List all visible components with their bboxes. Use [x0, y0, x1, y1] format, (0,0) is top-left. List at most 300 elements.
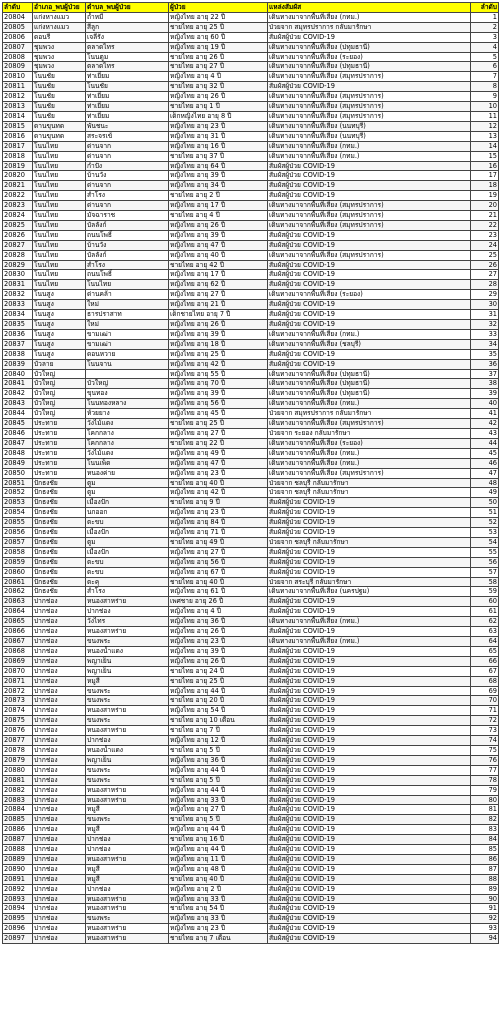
source-cell: สัมผัสผู้ป่วย COVID-19 — [268, 914, 471, 924]
case-id-cell: 20889 — [3, 854, 33, 864]
table-row — [3, 389, 499, 399]
subdistrict-cell: เจลีรัง — [86, 32, 169, 42]
subdistrict-cell: พญาเย็น — [86, 666, 169, 676]
source-cell: สัมผัสผู้ป่วย COVID-19 — [268, 191, 471, 201]
rank-cell: 28 — [471, 280, 499, 290]
rank-cell: 93 — [471, 924, 499, 934]
rank-cell: 24 — [471, 240, 499, 250]
rank-cell: 3 — [471, 32, 499, 42]
table-row — [3, 537, 499, 547]
case-id-cell: 20861 — [3, 577, 33, 587]
patient-cell: หญิงไทย อายุ 70 ปี — [169, 379, 268, 389]
source-cell: สัมผัสผู้ป่วย COVID-19 — [268, 884, 471, 894]
district-cell: ปักธงชัย — [33, 567, 86, 577]
source-cell: สัมผัสผู้ป่วย COVID-19 — [268, 300, 471, 310]
district-cell: ปักธงชัย — [33, 478, 86, 488]
table-row — [3, 656, 499, 666]
rank-cell: 63 — [471, 627, 499, 637]
subdistrict-cell: ขนงพระ — [86, 686, 169, 696]
district-cell: ปากช่อง — [33, 874, 86, 884]
subdistrict-cell: ถนนโพธิ์ — [86, 270, 169, 280]
header-patient: ผู้ป่วย — [169, 3, 268, 13]
table-row — [3, 82, 499, 92]
source-cell: เดินทางมาจากพื้นที่เสี่ยง (กทม.) — [268, 617, 471, 627]
case-id-cell: 20881 — [3, 775, 33, 785]
rank-cell: 62 — [471, 617, 499, 627]
patient-cell: หญิงไทย อายุ 23 ปี — [169, 637, 268, 647]
table-row — [3, 399, 499, 409]
source-cell: สัมผัสผู้ป่วย COVID-19 — [268, 696, 471, 706]
subdistrict-cell: หนองสาหร่าย — [86, 904, 169, 914]
subdistrict-cell: หนองสาหร่าย — [86, 795, 169, 805]
rank-cell: 46 — [471, 458, 499, 468]
source-cell: สัมผัสผู้ป่วย COVID-19 — [268, 854, 471, 864]
subdistrict-cell: โนนชัย — [86, 82, 169, 92]
rank-cell: 18 — [471, 181, 499, 191]
rank-cell: 45 — [471, 448, 499, 458]
case-id-cell: 20819 — [3, 161, 33, 171]
patient-cell: หญิงไทย อายุ 22 ปี — [169, 12, 268, 22]
district-cell: ปักธงชัย — [33, 547, 86, 557]
case-id-cell: 20858 — [3, 547, 33, 557]
table-row — [3, 587, 499, 597]
table-row — [3, 92, 499, 102]
case-id-cell: 20870 — [3, 666, 33, 676]
patient-cell: หญิงไทย อายุ 49 ปี — [169, 448, 268, 458]
patient-cell: ชายไทย อายุ 22 ปี — [169, 438, 268, 448]
patient-cell: หญิงไทย อายุ 31 ปี — [169, 131, 268, 141]
patient-cell: ชายไทย อายุ 37 ปี — [169, 151, 268, 161]
district-cell: โนนไทย — [33, 240, 86, 250]
table-row — [3, 409, 499, 419]
source-cell: เดินทางมาจากพื้นที่เสี่ยง (กทม.) — [268, 151, 471, 161]
district-cell: ดอนรี — [33, 32, 86, 42]
source-cell: เดินทางมาจากพื้นที่เสี่ยง (ชลบุรี) — [268, 339, 471, 349]
rank-cell: 94 — [471, 934, 499, 944]
rank-cell: 23 — [471, 230, 499, 240]
case-id-cell: 20871 — [3, 676, 33, 686]
district-cell: โนนชัย — [33, 111, 86, 121]
patient-cell: หญิงไทย อายุ 17 ปี — [169, 201, 268, 211]
rank-cell: 85 — [471, 845, 499, 855]
case-id-cell: 20831 — [3, 280, 33, 290]
case-id-cell: 20888 — [3, 845, 33, 855]
table-row — [3, 280, 499, 290]
table-row — [3, 765, 499, 775]
rank-cell: 4 — [471, 42, 499, 52]
table-row — [3, 438, 499, 448]
subdistrict-cell: ปากช่อง — [86, 736, 169, 746]
subdistrict-cell: ตะขบ — [86, 518, 169, 528]
case-id-cell: 20882 — [3, 785, 33, 795]
patient-cell: หญิงไทย อายุ 25 ปี — [169, 349, 268, 359]
patient-cell: ชายไทย อายุ 5 ปี — [169, 745, 268, 755]
table-row — [3, 924, 499, 934]
rank-cell: 12 — [471, 121, 499, 131]
source-cell: เดินทางมาจากพื้นที่เสี่ยง (กทม.) — [268, 637, 471, 647]
patient-cell: ชายไทย อายุ 9 ปี — [169, 498, 268, 508]
patient-cell: หญิงไทย อายุ 27 ปี — [169, 805, 268, 815]
district-cell: โนนสูง — [33, 300, 86, 310]
patient-cell: หญิงไทย อายุ 34 ปี — [169, 181, 268, 191]
source-cell: เดินทางมาจากพื้นที่เสี่ยง (สมุทรปราการ) — [268, 220, 471, 230]
source-cell: สัมผัสผู้ป่วย COVID-19 — [268, 765, 471, 775]
subdistrict-cell: ด่านจาก — [86, 151, 169, 161]
rank-cell: 80 — [471, 795, 499, 805]
district-cell: โนนไทย — [33, 161, 86, 171]
table-body — [3, 12, 499, 943]
case-id-cell: 20878 — [3, 745, 33, 755]
district-cell: ปากช่อง — [33, 686, 86, 696]
rank-cell: 21 — [471, 211, 499, 221]
patient-cell: หญิงไทย อายุ 17 ปี — [169, 270, 268, 280]
table-row — [3, 488, 499, 498]
patient-cell: หญิงไทย อายุ 26 ปี — [169, 656, 268, 666]
table-row — [3, 874, 499, 884]
case-id-cell: 20837 — [3, 339, 33, 349]
table-row — [3, 607, 499, 617]
subdistrict-cell: ตูม — [86, 488, 169, 498]
table-row — [3, 686, 499, 696]
patient-cell: หญิงไทย อายุ 11 ปี — [169, 854, 268, 864]
subdistrict-cell: โนนจาน — [86, 359, 169, 369]
rank-cell: 61 — [471, 607, 499, 617]
table-row — [3, 597, 499, 607]
subdistrict-cell: ปากช่อง — [86, 607, 169, 617]
patient-cell: หญิงไทย อายุ 4 ปี — [169, 72, 268, 82]
district-cell: ปากช่อง — [33, 854, 86, 864]
case-id-cell: 20807 — [3, 42, 33, 52]
district-cell: โนนไทย — [33, 270, 86, 280]
source-cell: เดินทางมาจากพื้นที่เสี่ยง (กทม.) — [268, 399, 471, 409]
patient-cell: หญิงไทย อายุ 36 ปี — [169, 617, 268, 627]
district-cell: ปากช่อง — [33, 726, 86, 736]
table-row — [3, 428, 499, 438]
subdistrict-cell: ท่าเยี่ยม — [86, 72, 169, 82]
patient-cell: ชายไทย อายุ 20 ปี — [169, 696, 268, 706]
patient-cell: หญิงไทย อายุ 45 ปี — [169, 409, 268, 419]
subdistrict-cell: สีลูก — [86, 22, 169, 32]
source-cell: สัมผัสผู้ป่วย COVID-19 — [268, 181, 471, 191]
district-cell: โนนสูง — [33, 329, 86, 339]
district-cell: ประทาย — [33, 428, 86, 438]
case-id-cell: 20850 — [3, 468, 33, 478]
table-row — [3, 845, 499, 855]
case-id-cell: 20839 — [3, 359, 33, 369]
district-cell: ประทาย — [33, 458, 86, 468]
source-cell: เดินทางมาจากพื้นที่เสี่ยง (ระยอง) — [268, 290, 471, 300]
district-cell: โนนไทย — [33, 171, 86, 181]
case-id-cell: 20856 — [3, 528, 33, 538]
case-id-cell: 20812 — [3, 92, 33, 102]
source-cell: เดินทางมาจากพื้นที่เสี่ยง (กทม.) — [268, 448, 471, 458]
patient-cell: ชายไทย อายุ 32 ปี — [169, 82, 268, 92]
district-cell: บัวใหญ่ — [33, 399, 86, 409]
source-cell: สัมผัสผู้ป่วย COVID-19 — [268, 716, 471, 726]
rank-cell: 58 — [471, 577, 499, 587]
district-cell: โนนสูง — [33, 320, 86, 330]
subdistrict-cell: พันชนะ — [86, 121, 169, 131]
patient-cell: ชายไทย อายุ 24 ปี — [169, 666, 268, 676]
table-row — [3, 528, 499, 538]
district-cell: ปักธงชัย — [33, 498, 86, 508]
source-cell: สัมผัสผู้ป่วย COVID-19 — [268, 894, 471, 904]
source-cell: สัมผัสผู้ป่วย COVID-19 — [268, 736, 471, 746]
source-cell: สัมผัสผู้ป่วย COVID-19 — [268, 171, 471, 181]
source-cell: เดินทางมาจากพื้นที่เสี่ยง (สมุทรปราการ) — [268, 211, 471, 221]
patient-cell: หญิงไทย อายุ 27 ปี — [169, 547, 268, 557]
patient-cell: ชายไทย อายุ 49 ปี — [169, 537, 268, 547]
source-cell: สัมผัสผู้ป่วย COVID-19 — [268, 785, 471, 795]
district-cell: ชุมพวง — [33, 42, 86, 52]
district-cell: ปักธงชัย — [33, 518, 86, 528]
table-row — [3, 706, 499, 716]
subdistrict-cell: ท่าเยี่ยม — [86, 92, 169, 102]
case-id-cell: 20816 — [3, 131, 33, 141]
district-cell: แก่งหางแมว — [33, 12, 86, 22]
subdistrict-cell: หนองสาหร่าย — [86, 894, 169, 904]
source-cell: สัมผัสผู้ป่วย COVID-19 — [268, 310, 471, 320]
table-row — [3, 72, 499, 82]
rank-cell: 48 — [471, 478, 499, 488]
subdistrict-cell: บัลลังก์ — [86, 220, 169, 230]
subdistrict-cell: ท่าเยี่ยม — [86, 111, 169, 121]
rank-cell: 88 — [471, 874, 499, 884]
table-row — [3, 646, 499, 656]
patient-cell: เพศชาย อายุ 26 ปี — [169, 597, 268, 607]
table-row — [3, 171, 499, 181]
subdistrict-cell: ตูม — [86, 478, 169, 488]
district-cell: บัวใหญ่ — [33, 409, 86, 419]
case-id-cell: 20846 — [3, 428, 33, 438]
source-cell: ป่วยจาก ชลบุรี กลับมารักษา — [268, 537, 471, 547]
district-cell: ปักธงชัย — [33, 508, 86, 518]
rank-cell: 14 — [471, 141, 499, 151]
patient-cell: หญิงไทย อายุ 54 ปี — [169, 706, 268, 716]
district-cell: บัวใหญ่ — [33, 389, 86, 399]
patient-cell: ชายไทย อายุ 2 ปี — [169, 191, 268, 201]
patient-cell: ชายไทย อายุ 54 ปี — [169, 904, 268, 914]
case-id-cell: 20833 — [3, 300, 33, 310]
subdistrict-cell: ถ้ำหมี — [86, 12, 169, 22]
rank-cell: 59 — [471, 587, 499, 597]
district-cell: ปักธงชัย — [33, 577, 86, 587]
source-cell: สัมผัสผู้ป่วย COVID-19 — [268, 528, 471, 538]
source-cell: เดินทางมาจากพื้นที่เสี่ยง (ปทุมธานี) — [268, 369, 471, 379]
subdistrict-cell: หนองสาหร่าย — [86, 627, 169, 637]
district-cell: ปากช่อง — [33, 795, 86, 805]
patient-cell: หญิงไทย อายุ 47 ปี — [169, 240, 268, 250]
patient-cell: หญิงไทย อายุ 44 ปี — [169, 825, 268, 835]
case-id-cell: 20895 — [3, 914, 33, 924]
district-cell: โนนสูง — [33, 290, 86, 300]
rank-cell: 53 — [471, 528, 499, 538]
patient-cell: หญิงไทย อายุ 44 ปี — [169, 785, 268, 795]
district-cell: ปากช่อง — [33, 617, 86, 627]
case-id-cell: 20811 — [3, 82, 33, 92]
table-row — [3, 696, 499, 706]
source-cell: สัมผัสผู้ป่วย COVID-19 — [268, 805, 471, 815]
subdistrict-cell: โนนทองหลาง — [86, 399, 169, 409]
rank-cell: 35 — [471, 349, 499, 359]
case-id-cell: 20828 — [3, 250, 33, 260]
district-cell: บัวลาย — [33, 359, 86, 369]
case-id-cell: 20851 — [3, 478, 33, 488]
case-id-cell: 20817 — [3, 141, 33, 151]
table-row — [3, 131, 499, 141]
patient-cell: ชายไทย อายุ 40 ปี — [169, 577, 268, 587]
header-row — [3, 3, 499, 13]
subdistrict-cell: หนองน้ำแดง — [86, 646, 169, 656]
patient-cell: ชายไทย อายุ 27 ปี — [169, 62, 268, 72]
patient-cell: หญิงไทย อายุ 44 ปี — [169, 845, 268, 855]
district-cell: ปากช่อง — [33, 924, 86, 934]
rank-cell: 27 — [471, 270, 499, 280]
table-row — [3, 310, 499, 320]
case-id-cell: 20848 — [3, 448, 33, 458]
subdistrict-cell: หนองน้ำแดง — [86, 745, 169, 755]
case-id-cell: 20814 — [3, 111, 33, 121]
case-id-cell: 20830 — [3, 270, 33, 280]
district-cell: ปากช่อง — [33, 825, 86, 835]
district-cell: ปากช่อง — [33, 656, 86, 666]
rank-cell: 16 — [471, 161, 499, 171]
rank-cell: 26 — [471, 260, 499, 270]
rank-cell: 44 — [471, 438, 499, 448]
source-cell: สัมผัสผู้ป่วย COVID-19 — [268, 349, 471, 359]
patient-cell: ชายไทย อายุ 4 ปี — [169, 211, 268, 221]
patient-cell: หญิงไทย อายุ 33 ปี — [169, 894, 268, 904]
case-id-cell: 20867 — [3, 637, 33, 647]
source-cell: ป่วยจาก ชลบุรี กลับมารักษา — [268, 488, 471, 498]
subdistrict-cell: วังไม้แดง — [86, 448, 169, 458]
patient-cell: หญิงไทย อายุ 23 ปี — [169, 121, 268, 131]
district-cell: โนนสูง — [33, 349, 86, 359]
district-cell: โนนไทย — [33, 280, 86, 290]
source-cell: ป่วยจาก สระบุรี กลับมารักษา — [268, 577, 471, 587]
case-id-cell: 20820 — [3, 171, 33, 181]
source-cell: ป่วยจาก สมุทรปราการ กลับมารักษา — [268, 22, 471, 32]
district-cell: โนนไทย — [33, 181, 86, 191]
rank-cell: 19 — [471, 191, 499, 201]
source-cell: เดินทางมาจากพื้นที่เสี่ยง (สมุทรปราการ) — [268, 72, 471, 82]
district-cell: บัวใหญ่ — [33, 379, 86, 389]
subdistrict-cell: นกออก — [86, 508, 169, 518]
table-row — [3, 805, 499, 815]
district-cell: ดานขุนทด — [33, 131, 86, 141]
district-cell: โนนชัย — [33, 82, 86, 92]
district-cell: ปากช่อง — [33, 706, 86, 716]
rank-cell: 41 — [471, 409, 499, 419]
district-cell: ปากช่อง — [33, 884, 86, 894]
case-id-cell: 20890 — [3, 864, 33, 874]
district-cell: ปากช่อง — [33, 934, 86, 944]
source-cell: เดินทางมาจากพื้นที่เสี่ยง (สมุทรปราการ) — [268, 92, 471, 102]
subdistrict-cell: เมืองปัก — [86, 498, 169, 508]
subdistrict-cell: ด่านจาก — [86, 201, 169, 211]
source-cell: สัมผัสผู้ป่วย COVID-19 — [268, 518, 471, 528]
table-row — [3, 359, 499, 369]
rank-cell: 29 — [471, 290, 499, 300]
rank-cell: 2 — [471, 22, 499, 32]
patient-cell: ชายไทย อายุ 5 ปี — [169, 775, 268, 785]
table-row — [3, 191, 499, 201]
subdistrict-cell: กำปัง — [86, 161, 169, 171]
case-id-cell: 20853 — [3, 498, 33, 508]
case-id-cell: 20865 — [3, 617, 33, 627]
rank-cell: 9 — [471, 92, 499, 102]
table-row — [3, 102, 499, 112]
rank-cell: 65 — [471, 646, 499, 656]
district-cell: ปากช่อง — [33, 835, 86, 845]
case-id-cell: 20804 — [3, 12, 33, 22]
district-cell: ปากช่อง — [33, 904, 86, 914]
patient-cell: หญิงไทย อายุ 60 ปี — [169, 32, 268, 42]
rank-cell: 10 — [471, 102, 499, 112]
case-id-cell: 20857 — [3, 537, 33, 547]
district-cell: ปากช่อง — [33, 745, 86, 755]
table-row — [3, 795, 499, 805]
source-cell: สัมผัสผู้ป่วย COVID-19 — [268, 260, 471, 270]
district-cell: ปากช่อง — [33, 805, 86, 815]
district-cell: โนนไทย — [33, 211, 86, 221]
case-id-cell: 20868 — [3, 646, 33, 656]
patient-cell: หญิงไทย อายุ 71 ปี — [169, 528, 268, 538]
district-cell: ปากช่อง — [33, 775, 86, 785]
rank-cell: 84 — [471, 835, 499, 845]
source-cell: เดินทางมาจากพื้นที่เสี่ยง (กทม.) — [268, 458, 471, 468]
table-row — [3, 201, 499, 211]
table-row — [3, 379, 499, 389]
case-id-cell: 20886 — [3, 825, 33, 835]
subdistrict-cell: ขามเฒ่า — [86, 329, 169, 339]
rank-cell: 57 — [471, 567, 499, 577]
patient-cell: หญิงไทย อายุ 39 ปี — [169, 389, 268, 399]
patient-cell: เด็กชายไทย อายุ 7 ปี — [169, 310, 268, 320]
table-row — [3, 577, 499, 587]
table-row — [3, 508, 499, 518]
rank-cell: 83 — [471, 825, 499, 835]
source-cell: สัมผัสผู้ป่วย COVID-19 — [268, 82, 471, 92]
table-row — [3, 547, 499, 557]
source-cell: สัมผัสผู้ป่วย COVID-19 — [268, 775, 471, 785]
patient-cell: หญิงไทย อายุ 62 ปี — [169, 280, 268, 290]
district-cell: ปักธงชัย — [33, 488, 86, 498]
patient-cell: หญิงไทย อายุ 19 ปี — [169, 42, 268, 52]
rank-cell: 43 — [471, 428, 499, 438]
rank-cell: 67 — [471, 666, 499, 676]
case-id-cell: 20827 — [3, 240, 33, 250]
case-id-cell: 20842 — [3, 389, 33, 399]
patient-cell: หญิงไทย อายุ 39 ปี — [169, 230, 268, 240]
table-row — [3, 755, 499, 765]
subdistrict-cell: ขนงพระ — [86, 775, 169, 785]
district-cell: ปากช่อง — [33, 666, 86, 676]
source-cell: เดินทางมาจากพื้นที่เสี่ยง (ปทุมธานี) — [268, 62, 471, 72]
subdistrict-cell: ด่านจาก — [86, 141, 169, 151]
patient-cell: หญิงไทย อายุ 27 ปี — [169, 290, 268, 300]
district-cell: ปากช่อง — [33, 716, 86, 726]
case-id-cell: 20845 — [3, 419, 33, 429]
district-cell: โนนสูง — [33, 310, 86, 320]
subdistrict-cell: โคกกลาง — [86, 438, 169, 448]
district-cell: ปากช่อง — [33, 914, 86, 924]
source-cell: สัมผัสผู้ป่วย COVID-19 — [268, 567, 471, 577]
subdistrict-cell: หนองสาหร่าย — [86, 924, 169, 934]
case-id-cell: 20884 — [3, 805, 33, 815]
table-row — [3, 666, 499, 676]
subdistrict-cell: ธารปราสาท — [86, 310, 169, 320]
